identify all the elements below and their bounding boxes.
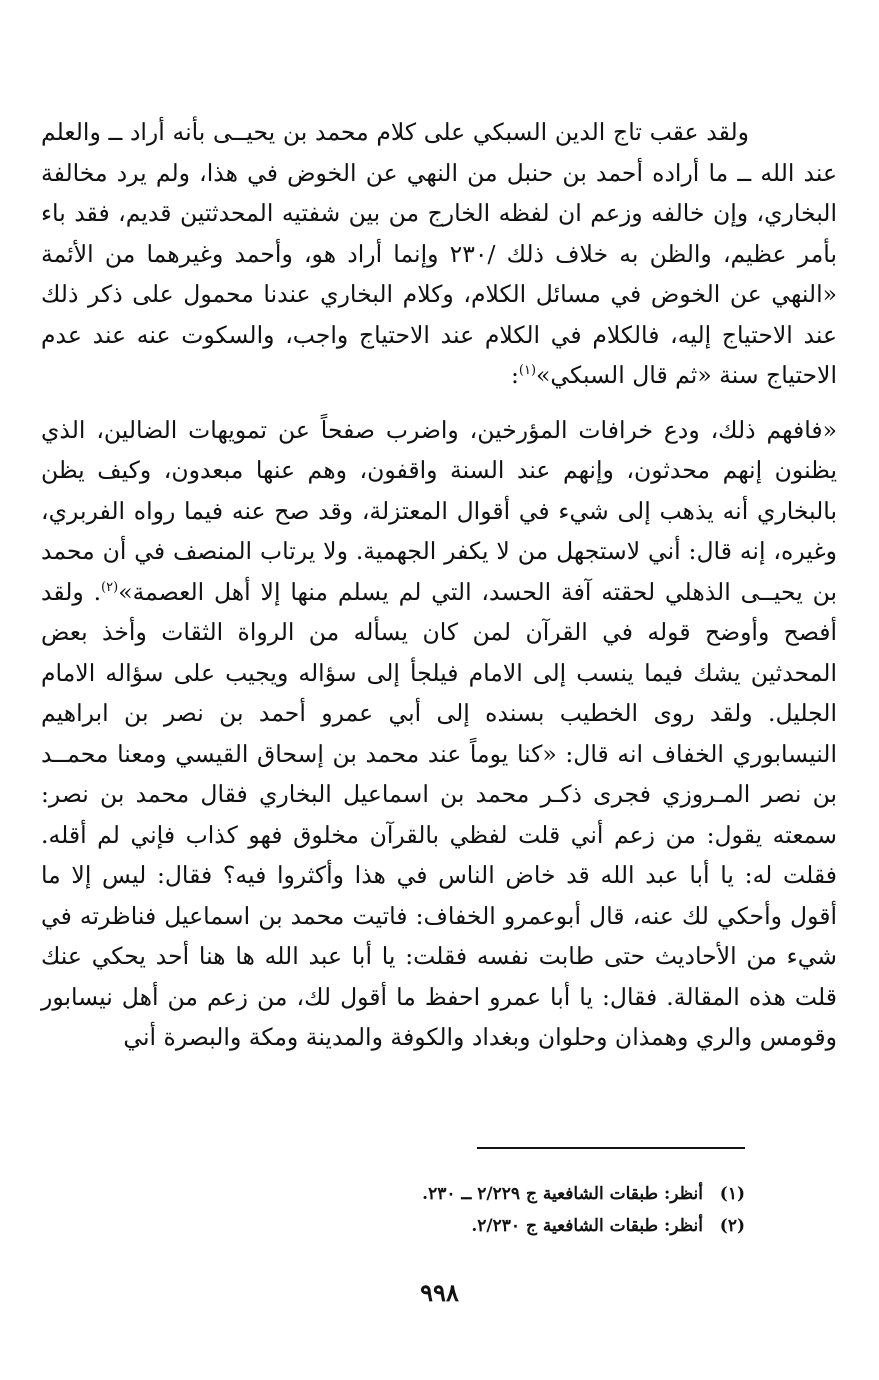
footnote-2 — [245, 1210, 745, 1242]
footnote-1 — [245, 1178, 745, 1210]
footnote-text: أنظر: طبقات الشافعية ج ٢/٢٢٩ ــ ٢٣٠. — [422, 1184, 703, 1204]
footnote-ref-1[interactable]: (١) — [518, 363, 537, 379]
footnote-number: (٢) — [719, 1216, 745, 1236]
paragraph-1-text: ولقد عقب تاج الدين السبكي على كلام محمد بن يحيــى بأنه أراد ــ والعلم عند الله ــ ما أراده أحمد بن حنبل من النهي عن الخوض في هذا، ولم يرد مخالفة البخاري، وإن خالفه وزعم ان لفظه الخارج من بين شفتيه المحدثتين قديم، فقد باء بأمر عظيم، والظن به خلاف ذلك /٢٣٠ وإنما أراد هو، وأحمد وغيرهما من الأئمة «النهي عن الخوض في مسائل الكلام، وكلام البخاري عندنا محمول على ذكر ذلك عند الاحتياج إليه، فالكلام في الكلام عند الاحتياج واجب، والسكوت عنه عند عدم الاحتياج سنة «ثم قال السبكي» — [41, 118, 837, 389]
footnote-number: (١) — [719, 1184, 745, 1204]
paragraph-2 — [41, 410, 837, 1058]
body-text — [41, 112, 837, 1058]
paragraph-2-tail: . ولقد أفصح وأوضح قوله في القرآن لمن كان يسأله من الرواة الثقات وأخذ بعض المحدثين يشك فيما ينسب إلى الامام فيلجأ إلى سؤاله ويجيب على سؤاله الامام الجليل. ولقد روى الخطيب بسنده إلى أبي عمرو أحمد بن نصر بن ابراهيم النيسابوري الخفاف انه قال: «كنا يوماً عند محمد بن إسحاق القيسي ومعنا محمــد بن نصر المـروزي فجرى ذكـر محمد بن اسماعيل البخاري فقال محمد بن نصر: سمعته يقول: من زعم أني قلت لفظي بالقرآن مخلوق فهو كذاب فإني لم أقله. فقلت له: يا أبا عبد الله قد خاض الناس في هذا وأكثروا فيه؟ فقال: ليس إلا ما أقول وأحكي لك عنه، قال أبوعمرو الخفاف: فاتيت محمد بن اسماعيل فناظرته في شيء من الأحاديث حتى طابت نفسه فقلت: يا أبا عبد الله ها هنا أحد يحكي عنك قلت هذه المقالة. فقال: يا أبا عمرو احفظ ما أقول لك، من زعم من أهل نيسابور وقومس والري وهمذان وحلوان وبغداد والكوفة والمدينة ومكة والبصرة أني — [41, 577, 837, 1051]
paragraph-2-text: «فافهم ذلك، ودع خرافات المؤرخين، واضرب صفحاً عن تمويهات الضالين، الذي يظنون إنهم محدثون، وإنهم عند السنة واقفون، وهم عنها مبعدون، وكيف يظن بالبخاري أنه يذهب إلى شيء في أقوال المعتزلة، وقد صح عنه فيما رواه الفربري، وغيره، إنه قال: أني لاستجهل من لا يكفر الجهمية. ولا يرتاب المنصف في أن محمد بن يحيــى الذهلي لحقته آفة الحسد، التي لم يسلم منها إلا أهل العصمة» — [41, 415, 838, 606]
footnote-divider — [477, 1147, 745, 1149]
page-number: ٩٩٨ — [420, 1278, 459, 1307]
paragraph-1-tail: : — [510, 361, 519, 389]
footnotes — [245, 1178, 745, 1242]
footnote-text: أنظر: طبقات الشافعية ج ٢/٢٣٠. — [471, 1216, 703, 1236]
footnote-ref-2[interactable]: (٢) — [101, 579, 119, 595]
paragraph-1 — [41, 112, 837, 396]
